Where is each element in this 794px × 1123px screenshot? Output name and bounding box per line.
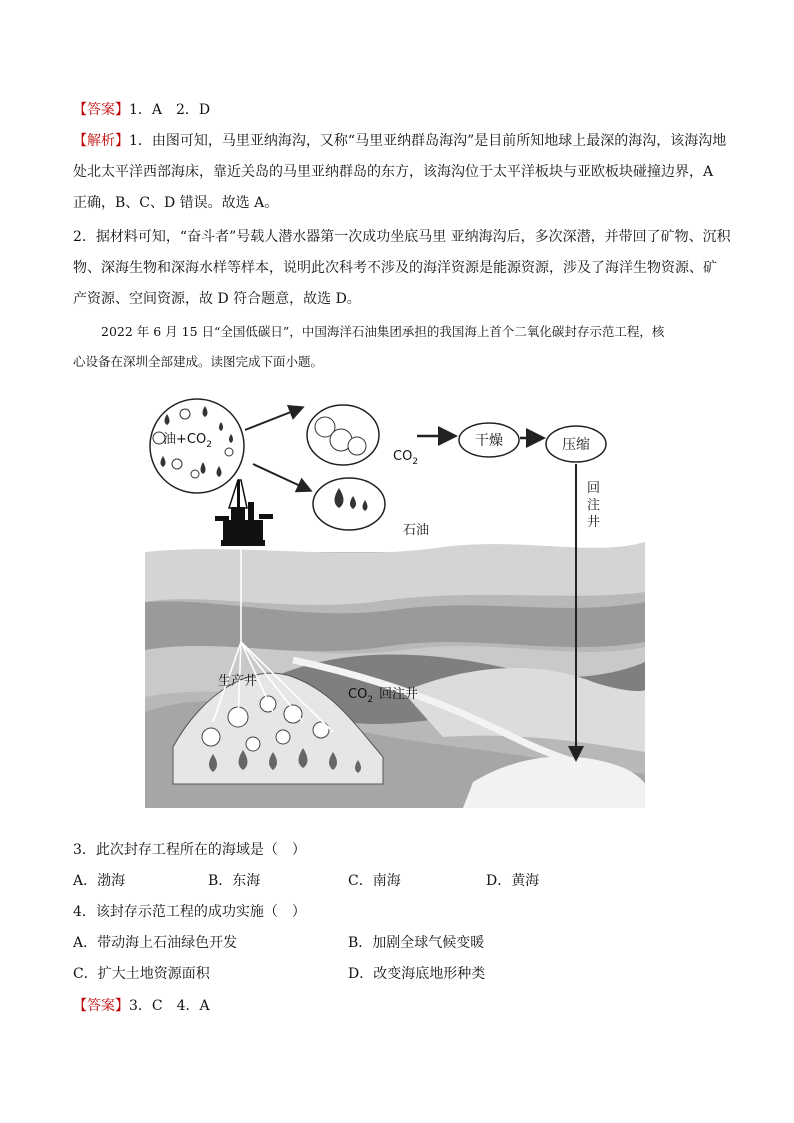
oil-platform-icon — [215, 480, 273, 546]
compress-label: 压缩 — [562, 437, 590, 453]
answer2-text: 3．C 4．A — [129, 998, 210, 1014]
material-line-2: 心设备在深圳全部建成。读图完成下面小题。 — [73, 354, 324, 369]
answer-line-2 — [73, 996, 210, 1016]
analysis-label: 【解析】 — [73, 133, 129, 149]
production-well-label: 生产井 — [218, 674, 258, 689]
q3-option-c[interactable]: C．南海 — [348, 873, 401, 889]
mixture-label: 油$+CO_2$ — [163, 432, 212, 450]
reinject-char-1: 回 — [587, 481, 601, 496]
q4-option-c[interactable]: C．扩大土地资源面积 — [73, 966, 210, 982]
q3-option-a[interactable]: A．渤海 — [73, 873, 126, 889]
analysis-text: 1．由图可知，马里亚纳海沟，又称“马里亚纳群岛海沟”是目前所知地球上最深的海沟，该海沟地 — [129, 133, 727, 149]
arrow-to-co2 — [245, 408, 301, 430]
analysis-line-1 — [73, 131, 726, 151]
oil-separated-circle — [313, 478, 385, 530]
dry-label: 干燥 — [475, 433, 503, 449]
analysis-line-2: 处北太平洋西部海床，靠近关岛的马里亚纳群岛的东方，该海沟位于太平洋板块与亚欧板块碰撞边界，A — [73, 164, 714, 180]
analysis-line-5: 物、深海生物和深海水样等样本，说明此次科考不涉及的海洋资源是能源资源，涉及了海洋生物资源、矿 — [73, 260, 717, 276]
q4-options-row-1 — [73, 933, 733, 953]
q4-option-d[interactable]: D．改变海底地形种类 — [348, 966, 486, 982]
reinject-char-3: 井 — [587, 515, 601, 530]
q3-option-d[interactable]: D．黄海 — [486, 873, 540, 889]
answer-line-1 — [73, 100, 210, 120]
q4-option-b[interactable]: B．加剧全球气候变暖 — [348, 935, 485, 951]
co2-label: $CO_2$ — [393, 449, 419, 467]
q3-option-b[interactable]: B．东海 — [208, 873, 261, 889]
co2-storage-diagram — [143, 392, 646, 808]
q4-options-row-2 — [73, 964, 733, 984]
q3-options — [73, 871, 733, 891]
analysis-line-6: 产资源、空间资源，故 D 符合题意，故选 D。 — [73, 291, 361, 307]
material-line-1: 2022 年 6 月 15 日“全国低碳日”，中国海洋石油集团承担的我国海上首个二氧化碳封存示范工程，核 — [101, 324, 665, 339]
oil-label: 石油 — [403, 523, 430, 538]
q4-option-a[interactable]: A．带动海上石油绿色开发 — [73, 935, 238, 951]
answer-text: 1．A 2．D — [129, 102, 211, 118]
reinject-char-2: 注 — [587, 498, 601, 513]
q4-stem: 4．该封存示范工程的成功实施（ ） — [73, 904, 306, 920]
answer2-label: 【答案】 — [73, 998, 129, 1014]
arrow-to-oil — [253, 464, 309, 490]
answer-label: 【答案】 — [73, 102, 129, 118]
co2-well-label: $CO_2$ 回注井 — [348, 687, 419, 705]
analysis-line-4: 2．据材料可知，“奋斗者”号载人潜水器第一次成功坐底马里 亚纳海沟后，多次深潜，并带回了矿物、沉积 — [73, 229, 731, 245]
q3-stem: 3．此次封存工程所在的海域是（ ） — [73, 842, 306, 858]
analysis-line-3: 正确，B、C、D 错误。故选 A。 — [73, 195, 279, 211]
